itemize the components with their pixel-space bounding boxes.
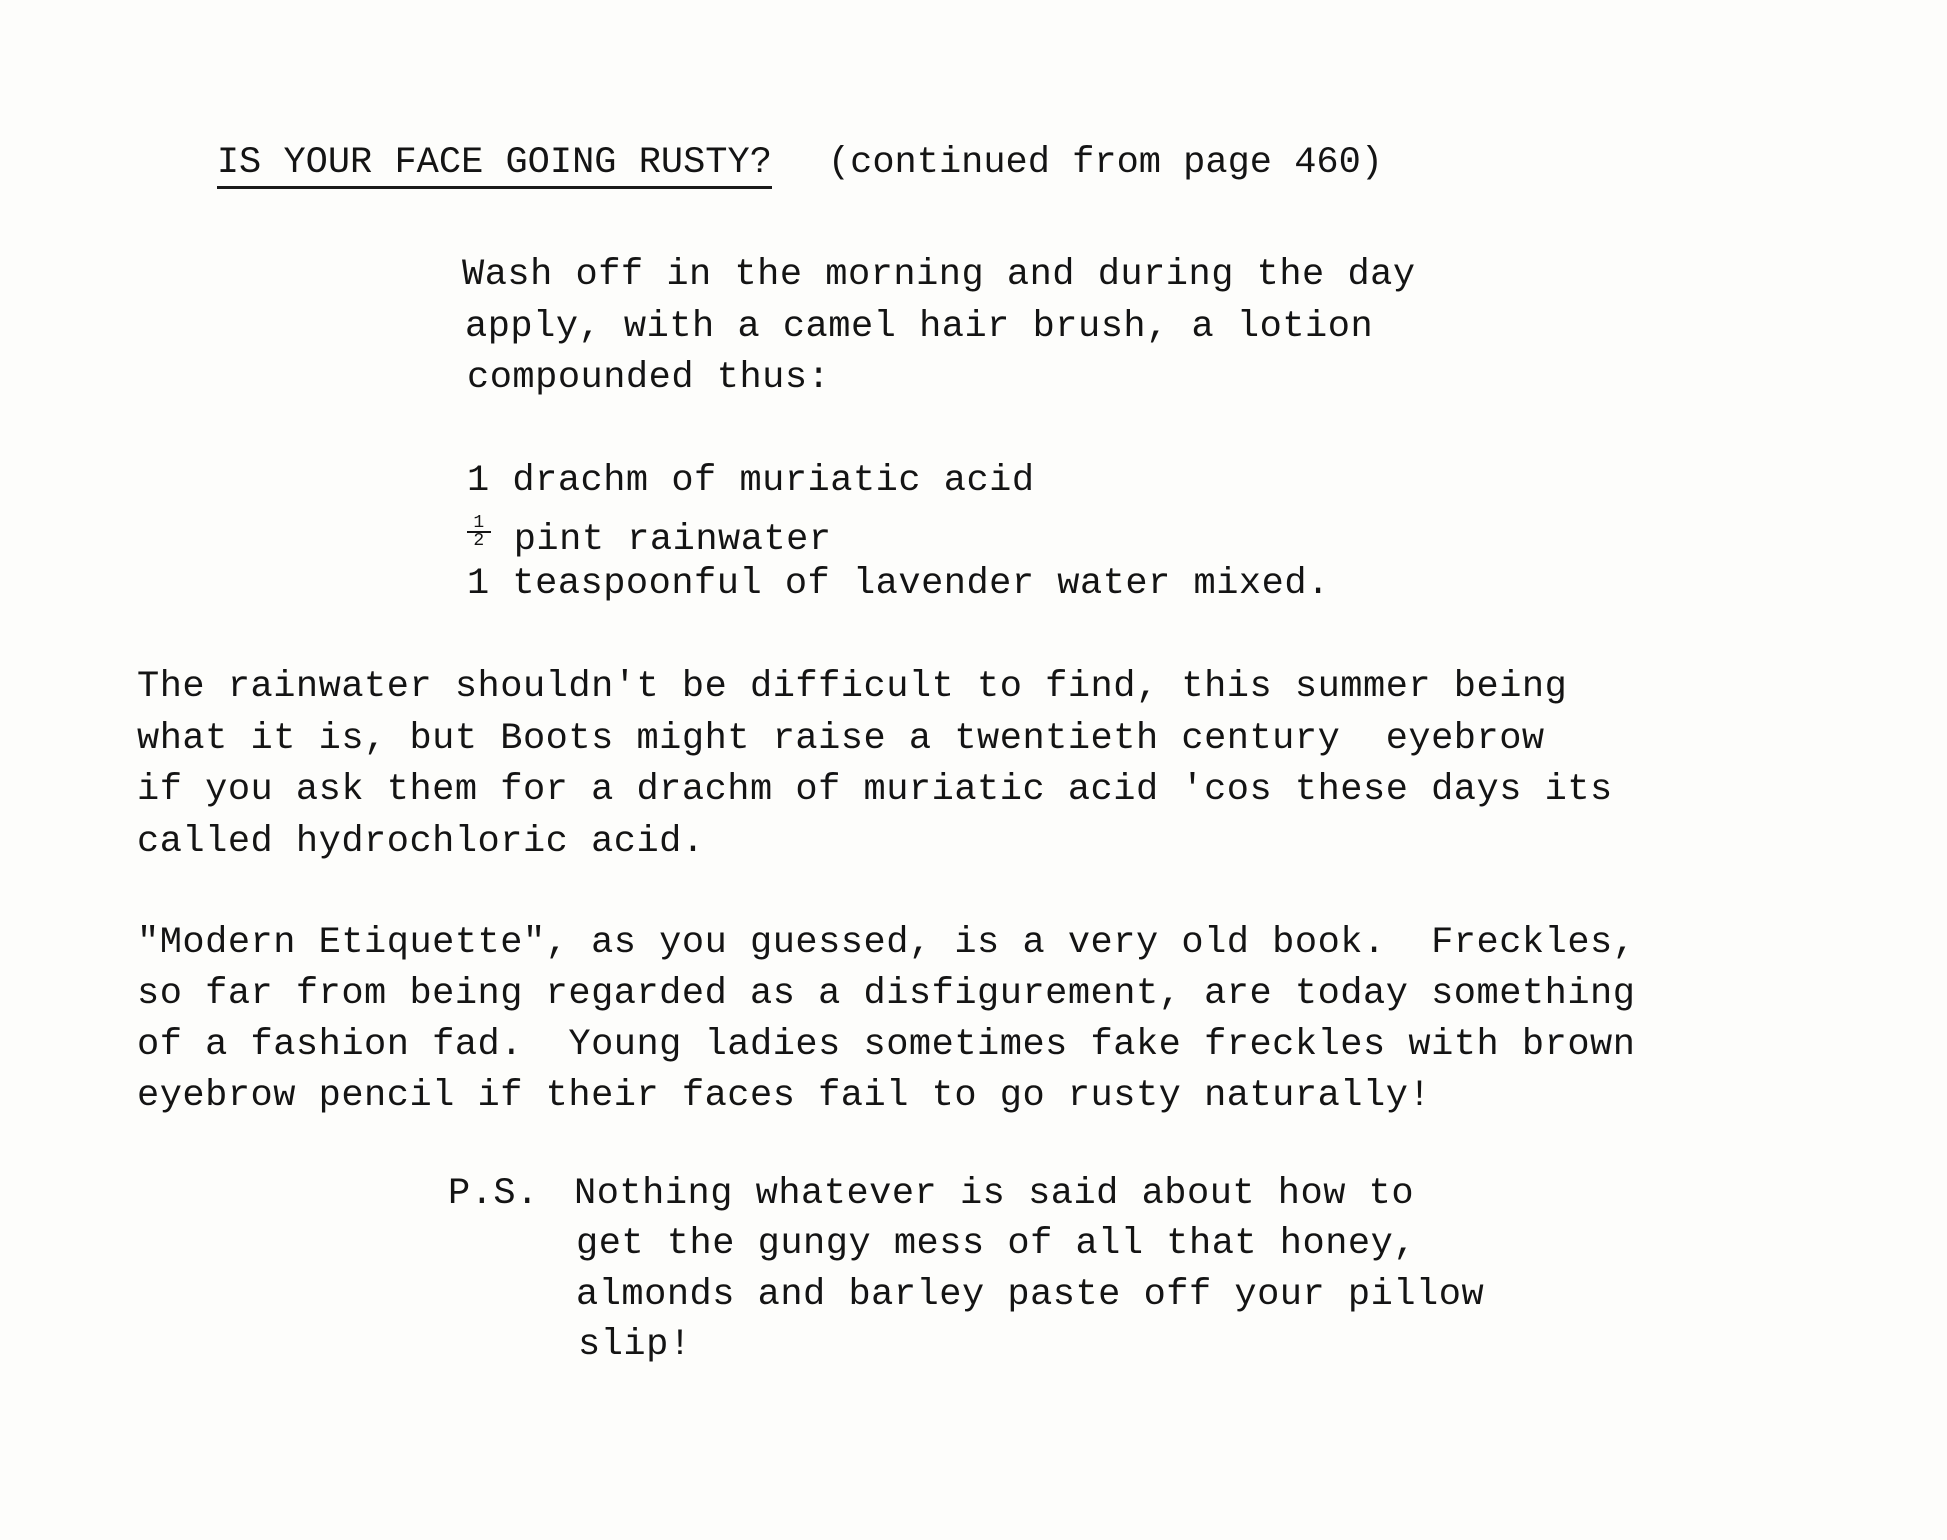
- postscript-line: get the gungy mess of all that honey,: [576, 1223, 1417, 1265]
- recipe-line: 1 drachm of muriatic acid: [467, 460, 1035, 502]
- continuation-note: (continued from page 460): [827, 142, 1384, 184]
- recipe-line: [467, 513, 832, 562]
- postscript-line: almonds and barley paste off your pillow: [576, 1274, 1485, 1316]
- fraction-numerator: 1: [467, 515, 491, 533]
- paragraph-line: eyebrow pencil if their faces fail to go rusty naturally!: [137, 1075, 1432, 1117]
- article-heading: [128, 100, 1383, 231]
- intro-line: compounded thus:: [467, 357, 831, 399]
- intro-line: apply, with a camel hair brush, a lotion: [465, 306, 1374, 348]
- paragraph-line: what it is, but Boots might raise a twentieth century eyebrow: [137, 718, 1545, 760]
- half-fraction: [467, 513, 491, 552]
- postscript-line: Nothing whatever is said about how to: [574, 1173, 1415, 1215]
- postscript-line: slip!: [578, 1324, 692, 1366]
- paragraph-line: if you ask them for a drachm of muriatic acid 'cos these days its: [137, 769, 1613, 811]
- fraction-denominator: 2: [473, 531, 485, 552]
- intro-line: Wash off in the morning and during the day: [462, 254, 1416, 296]
- recipe-line: 1 teaspoonful of lavender water mixed.: [467, 563, 1330, 605]
- postscript-label: P.S.: [448, 1173, 539, 1215]
- paragraph-line: of a fashion fad. Young ladies sometimes fake freckles with brown: [137, 1024, 1636, 1066]
- paragraph-line: The rainwater shouldn't be difficult to find, this summer being: [137, 666, 1568, 708]
- paragraph-line: "Modern Etiquette", as you guessed, is a very old book. Freckles,: [137, 922, 1636, 964]
- article-title: IS YOUR FACE GOING RUSTY?: [217, 142, 772, 189]
- recipe-line-text: pint rainwater: [491, 519, 832, 562]
- paragraph-line: called hydrochloric acid.: [137, 821, 705, 863]
- paragraph-line: so far from being regarded as a disfigurement, are today something: [137, 973, 1636, 1015]
